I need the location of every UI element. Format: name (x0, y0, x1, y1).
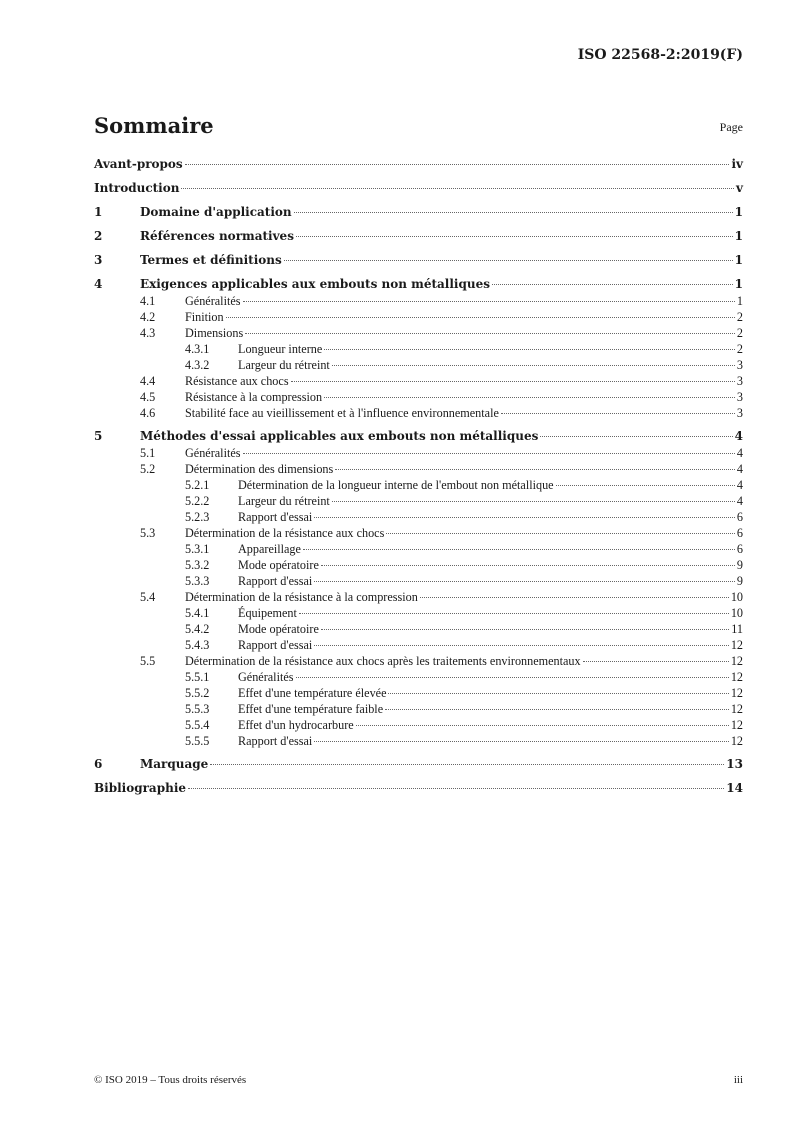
toc-dot-leader (386, 533, 735, 534)
toc-dot-leader (210, 764, 724, 765)
toc-entry-page: 6 (736, 510, 743, 524)
toc-entry-title: Généralités (238, 670, 294, 684)
toc-entry-number: 5.1 (140, 446, 156, 460)
toc-entry[interactable] (94, 445, 743, 461)
toc-entry-title: Appareillage (238, 542, 301, 556)
toc-entry[interactable] (94, 309, 743, 325)
toc-entry[interactable] (94, 669, 743, 685)
toc-entry-page: 4 (736, 462, 743, 476)
toc-dot-leader (243, 453, 735, 454)
toc-entry-number: 5.3 (140, 526, 156, 540)
toc-dot-leader (299, 613, 729, 614)
toc-entry-title: Bibliographie (94, 781, 187, 795)
toc-entry-number: 5.5.5 (185, 734, 210, 748)
toc-entry-title: Mode opératoire (238, 622, 319, 636)
toc-entry-number: 5.2.2 (185, 494, 210, 508)
toc-entry-number: 1 (94, 205, 103, 219)
toc-dot-leader (332, 365, 735, 366)
toc-entry-title: Résistance aux chocs (185, 374, 289, 388)
toc-entry-number: 3 (94, 253, 103, 267)
footer-page-number: iii (733, 1074, 743, 1086)
toc-dot-leader (314, 741, 729, 742)
toc-entry[interactable] (94, 653, 743, 669)
toc-entry-number: 5.5 (140, 654, 156, 668)
toc-dot-leader (314, 517, 735, 518)
page-title: Sommaire (94, 113, 214, 138)
toc-entry-page: 9 (736, 574, 743, 588)
toc-entry-page: iv (731, 157, 743, 171)
toc-entry[interactable] (94, 541, 743, 557)
toc-dot-leader (245, 333, 735, 334)
toc-dot-leader (291, 381, 735, 382)
toc-entry-number: 5.3.2 (185, 558, 210, 572)
toc-entry-page: 1 (734, 229, 743, 243)
toc-entry-page: v (736, 181, 743, 195)
toc-entry-title: Détermination de la longueur interne de l'embout non métallique (238, 478, 554, 492)
toc-entry[interactable] (94, 589, 743, 605)
toc-entry[interactable] (94, 779, 743, 797)
toc-entry-page: 3 (736, 390, 743, 404)
toc-entry-title: Rapport d'essai (238, 734, 313, 748)
toc-dot-leader (284, 260, 733, 261)
toc-entry[interactable] (94, 203, 743, 221)
toc-entry[interactable] (94, 637, 743, 653)
toc-entry-page: 1 (734, 277, 743, 291)
toc-entry-number: 5.4 (140, 590, 156, 604)
toc-entry-title: Effet d'une température élevée (238, 686, 387, 700)
page-column-label: Page (719, 120, 743, 134)
toc-entry[interactable] (94, 325, 743, 341)
toc-entry-number: 5.5.2 (185, 686, 210, 700)
toc-entry[interactable] (94, 717, 743, 733)
toc-entry[interactable] (94, 227, 743, 245)
toc-entry-page: 2 (736, 310, 743, 324)
toc-entry-number: 5.5.3 (185, 702, 210, 716)
toc-entry-number: 5.5.4 (185, 718, 210, 732)
toc-entry-page: 12 (730, 670, 743, 684)
toc-entry-number: 5.3.1 (185, 542, 210, 556)
toc-entry-number: 5.2 (140, 462, 156, 476)
toc-entry[interactable] (94, 605, 743, 621)
toc-entry-page: 3 (736, 358, 743, 372)
toc-entry-title: Détermination de la résistance à la compression (185, 590, 418, 604)
toc-dot-leader (296, 236, 733, 237)
toc-entry-number: 5.5.1 (185, 670, 210, 684)
toc-entry-page: 12 (730, 638, 743, 652)
toc-entry-page: 12 (730, 734, 743, 748)
toc-entry-page: 10 (730, 606, 743, 620)
toc-entry-number: 4.3.2 (185, 358, 210, 372)
toc-entry-page: 6 (736, 526, 743, 540)
toc-entry-number: 4 (94, 277, 103, 291)
toc-entry-title: Dimensions (185, 326, 244, 340)
toc-entry-title: Équipement (238, 606, 297, 620)
toc-entry-number: 4.2 (140, 310, 156, 324)
toc-entry[interactable] (94, 373, 743, 389)
toc-dot-leader (388, 693, 728, 694)
toc-entry-page: 13 (726, 757, 743, 771)
footer-copyright: © ISO 2019 – Tous droits réservés (94, 1074, 247, 1086)
toc-entry-page: 4 (736, 446, 743, 460)
toc-entry-number: 4.1 (140, 294, 156, 308)
toc-entry-title: Longueur interne (238, 342, 323, 356)
toc-dot-leader (243, 301, 735, 302)
toc-entry-page: 2 (736, 342, 743, 356)
toc-entry-title: Effet d'un hydrocarbure (238, 718, 354, 732)
toc-entry-title: Détermination de la résistance aux chocs (185, 526, 385, 540)
toc-entry-page: 2 (736, 326, 743, 340)
toc-entry-title: Mode opératoire (238, 558, 319, 572)
toc-entry-page: 11 (731, 622, 743, 636)
toc-dot-leader (356, 725, 729, 726)
toc-entry-page: 1 (734, 205, 743, 219)
toc-entry[interactable] (94, 275, 743, 293)
toc-entry-title: Largeur du rétreint (238, 494, 330, 508)
toc-entry[interactable] (94, 509, 743, 525)
toc-dot-leader (321, 565, 735, 566)
toc-entry-title: Détermination de la résistance aux chocs après les traitements environnementaux (185, 654, 581, 668)
toc-dot-leader (332, 501, 735, 502)
toc-entry-number: 4.4 (140, 374, 156, 388)
toc-dot-leader (420, 597, 729, 598)
toc-dot-leader (185, 164, 730, 165)
toc-dot-leader (501, 413, 735, 414)
toc-entry[interactable] (94, 493, 743, 509)
toc-dot-leader (314, 645, 729, 646)
toc-entry-number: 5.4.1 (185, 606, 210, 620)
toc-entry-page: 12 (730, 686, 743, 700)
toc-entry-title: Généralités (185, 446, 241, 460)
toc-entry-title: Introduction (94, 181, 180, 195)
toc-entry[interactable] (94, 733, 743, 749)
toc-dot-leader (303, 549, 735, 550)
toc-entry-page: 12 (730, 654, 743, 668)
toc-entry-number: 5 (94, 429, 103, 443)
toc-dot-leader (294, 212, 733, 213)
toc-dot-leader (540, 436, 732, 437)
toc-entry[interactable] (94, 341, 743, 357)
toc-entry-page: 9 (736, 558, 743, 572)
toc-entry[interactable] (94, 155, 743, 173)
toc-entry-title: Termes et définitions (140, 253, 282, 267)
toc-entry-title: Largeur du rétreint (238, 358, 330, 372)
toc-entry-page: 4 (734, 429, 743, 443)
toc-entry[interactable] (94, 557, 743, 573)
toc-entry-number: 4.3 (140, 326, 156, 340)
toc-entry-page: 4 (736, 478, 743, 492)
toc-entry-page: 12 (730, 702, 743, 716)
toc-entry-title: Généralités (185, 294, 241, 308)
toc-entry[interactable] (94, 179, 743, 197)
toc-entry-title: Stabilité face au vieillissement et à l'influence environnementale (185, 406, 499, 420)
toc-entry-title: Effet d'une température faible (238, 702, 384, 716)
toc-entry-title: Détermination des dimensions (185, 462, 334, 476)
toc-entry[interactable] (94, 701, 743, 717)
toc-entry[interactable] (94, 755, 743, 773)
toc-entry-page: 14 (726, 781, 743, 795)
toc-dot-leader (556, 485, 735, 486)
toc-entry[interactable] (94, 357, 743, 373)
toc-entry[interactable] (94, 477, 743, 493)
toc-entry-number: 4.3.1 (185, 342, 210, 356)
toc-dot-leader (385, 709, 729, 710)
toc-dot-leader (583, 661, 729, 662)
toc-dot-leader (181, 188, 734, 189)
document-id: ISO 22568-2:2019(F) (577, 47, 743, 63)
toc-entry-page: 1 (736, 294, 743, 308)
toc-entry[interactable] (94, 461, 743, 477)
toc-entry-number: 4.6 (140, 406, 156, 420)
toc-dot-leader (314, 581, 735, 582)
toc-entry-number: 5.3.3 (185, 574, 210, 588)
toc-entry-page: 10 (730, 590, 743, 604)
toc-dot-leader (321, 629, 729, 630)
toc-entry-page: 12 (730, 718, 743, 732)
toc-entry-title: Exigences applicables aux embouts non métalliques (140, 277, 490, 291)
toc-entry-title: Résistance à la compression (185, 390, 323, 404)
toc-entry-title: Avant-propos (94, 157, 183, 171)
toc-entry-title: Rapport d'essai (238, 510, 313, 524)
toc-entry[interactable] (94, 573, 743, 589)
toc-entry-page: 6 (736, 542, 743, 556)
toc-entry-title: Domaine d'application (140, 205, 292, 219)
toc-entry-number: 5.4.2 (185, 622, 210, 636)
toc-entry[interactable] (94, 389, 743, 405)
toc-dot-leader (335, 469, 735, 470)
toc-entry[interactable] (94, 251, 743, 269)
toc-entry-number: 6 (94, 757, 103, 771)
toc-entry[interactable] (94, 621, 743, 637)
toc-entry[interactable] (94, 405, 743, 421)
toc-entry-number: 5.2.1 (185, 478, 210, 492)
toc-dot-leader (188, 788, 724, 789)
toc-dot-leader (226, 317, 735, 318)
toc-entry[interactable] (94, 525, 743, 541)
toc-entry-number: 2 (94, 229, 103, 243)
toc-entry-title: Rapport d'essai (238, 574, 313, 588)
toc-entry-page: 4 (736, 494, 743, 508)
toc-dot-leader (324, 397, 735, 398)
toc-entry-number: 5.4.3 (185, 638, 210, 652)
toc-entry-page: 1 (734, 253, 743, 267)
toc-entry-title: Méthodes d'essai applicables aux embouts non métalliques (140, 429, 539, 443)
toc-dot-leader (296, 677, 729, 678)
toc-entry-title: Rapport d'essai (238, 638, 313, 652)
toc-entry-number: 4.5 (140, 390, 156, 404)
toc-entry-title: Marquage (140, 757, 209, 771)
toc-entry-page: 3 (736, 374, 743, 388)
toc-entry-title: Finition (185, 310, 224, 324)
toc-entry[interactable] (94, 685, 743, 701)
toc-dot-leader (324, 349, 735, 350)
toc-dot-leader (492, 284, 733, 285)
toc-entry-number: 5.2.3 (185, 510, 210, 524)
toc-entry[interactable] (94, 293, 743, 309)
table-of-contents (94, 155, 743, 797)
toc-entry[interactable] (94, 427, 743, 445)
toc-entry-title: Références normatives (140, 229, 294, 243)
toc-entry-page: 3 (736, 406, 743, 420)
